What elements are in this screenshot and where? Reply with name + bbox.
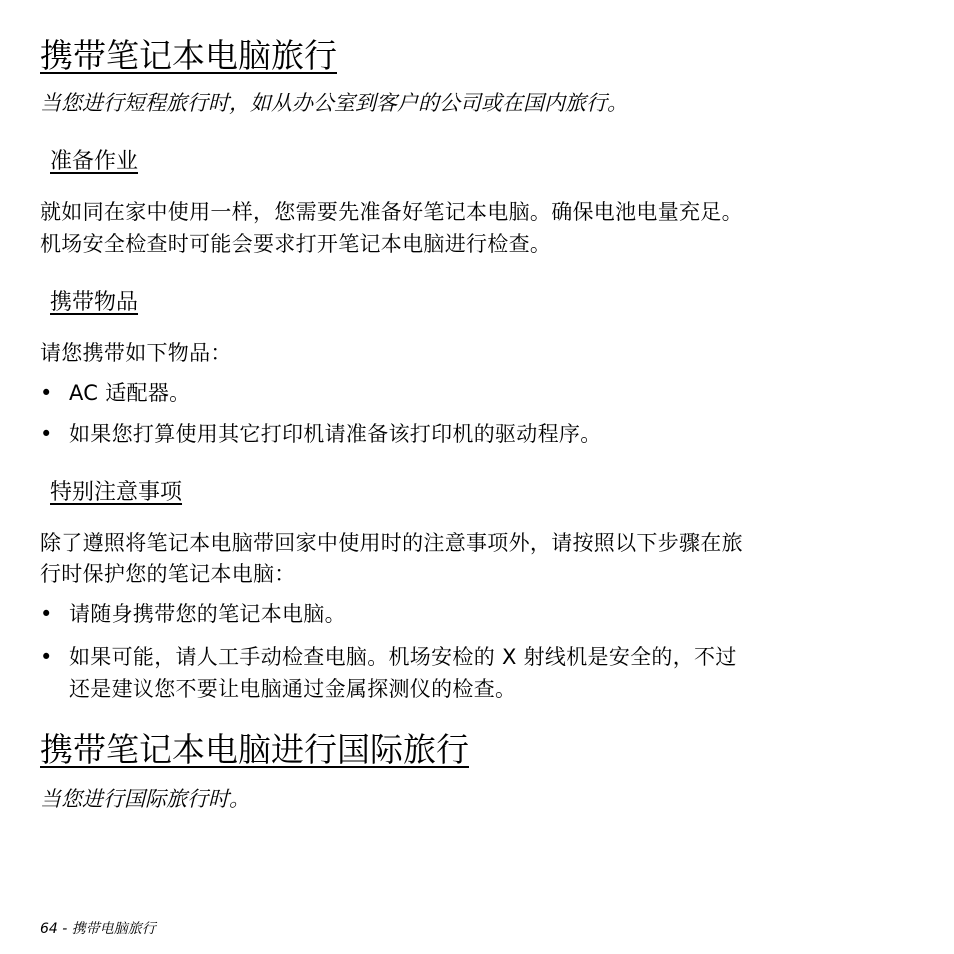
section-subtitle-international: 当您进行国际旅行时。 [40,787,250,811]
section-title-international: 携带笔记本电脑进行国际旅行 [40,730,469,769]
notes-text-line-1: 除了遵照将笔记本电脑带回家中使用时的注意事项外，请按照以下步骤在旅 [40,531,743,555]
page-footer [40,920,156,938]
page-number: 64 [40,921,58,937]
section-title-travel: 携带笔记本电脑旅行 [40,36,337,75]
section-subtitle-travel: 当您进行短程旅行时，如从办公室到客户的公司或在国内旅行。 [40,91,628,115]
note-manual-inspection-line-1: 如果可能，请人工手动检查电脑。机场安检的 X 射线机是安全的，不过 [69,645,737,669]
footer-chapter: 携带电脑旅行 [71,921,156,937]
heading-items-to-bring: 携带物品 [50,290,139,315]
items-intro: 请您携带如下物品： [40,341,232,365]
note-manual-inspection-line-2: 还是建议您不要让电脑通过金属探测仪的检查。 [69,677,517,701]
heading-special-notes: 特别注意事项 [50,480,183,505]
item-ac-adapter: AC 适配器。 [69,381,191,405]
prep-text-line-1: 就如同在家中使用一样，您需要先准备好笔记本电脑。确保电池电量充足。 [40,200,743,224]
footer-separator: - [57,921,72,937]
prep-text-line-2: 机场安全检查时可能会要求打开笔记本电脑进行检查。 [40,232,552,256]
notes-text-line-2: 行时保护您的笔记本电脑： [40,562,296,586]
note-carry-laptop: 请随身携带您的笔记本电脑。 [69,602,346,626]
bullet-marker: • [40,602,53,626]
heading-preparation: 准备作业 [50,149,139,174]
bullet-marker: • [40,422,53,446]
bullet-marker: • [40,381,53,405]
bullet-marker: • [40,645,53,669]
item-printer-driver: 如果您打算使用其它打印机请准备该打印机的驱动程序。 [69,422,602,446]
